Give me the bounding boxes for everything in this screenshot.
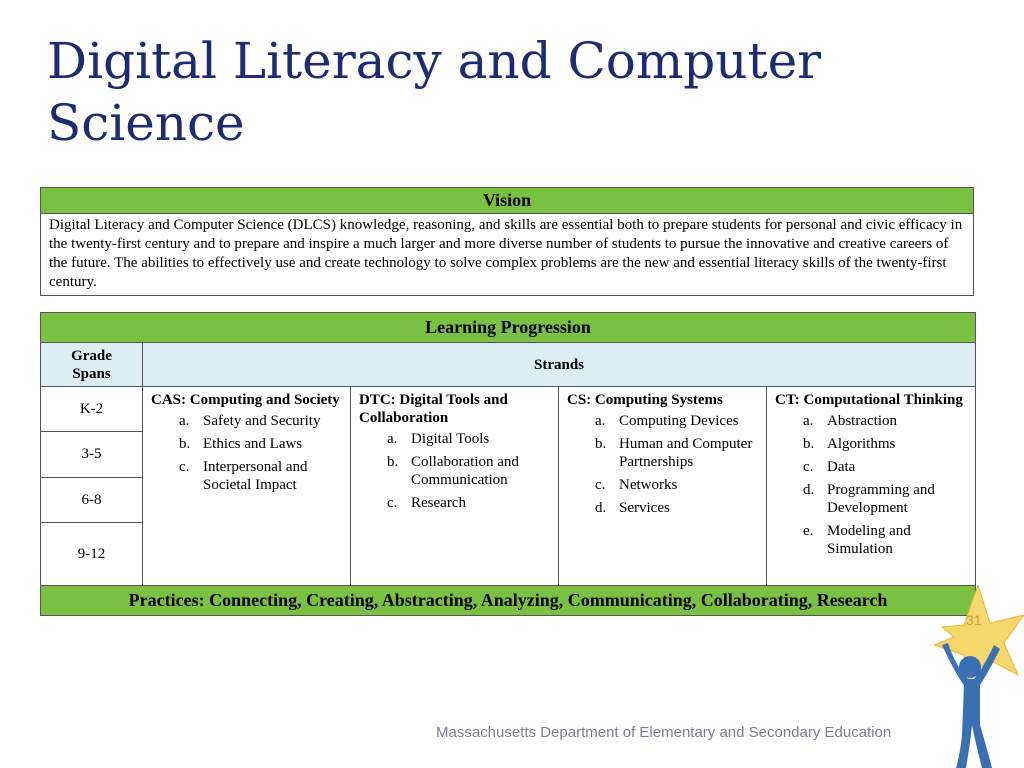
item-text: Algorithms <box>827 436 896 452</box>
item-text: Services <box>619 500 670 516</box>
grade-span-9-12: 9-12 <box>41 523 143 586</box>
page-number: 31 <box>966 612 982 628</box>
learning-progression-heading: Learning Progression <box>41 313 976 343</box>
item-text: Safety and Security <box>203 413 321 429</box>
item-text: Modeling and Simulation <box>827 523 911 557</box>
item-letter: e. <box>803 523 814 539</box>
strand-title <box>567 391 760 409</box>
strand-name: Computing and Society <box>189 392 340 408</box>
item-text: Research <box>411 495 466 511</box>
strand-cs <box>559 387 767 586</box>
item-letter: a. <box>803 413 814 429</box>
vision-text: Digital Literacy and Computer Science (DLCS) knowledge, reasoning, and skills are essential both to prepare students for personal and civic efficacy in the twenty-first century and to prepare and inspire a much larger and more diverse number of students to pursue the innovative and creative careers of the future. The abilities to effectively use and create technology to solve complex problems are the new and essential literacy skills of the twenty-first century. <box>49 217 963 290</box>
grade-span-6-8: 6-8 <box>41 478 143 523</box>
strand-title <box>775 391 969 409</box>
strand-title <box>359 391 552 427</box>
item-letter: a. <box>595 413 606 429</box>
list-item <box>151 435 344 453</box>
slide-title <box>47 30 947 154</box>
list-item <box>775 412 969 430</box>
footer-organization: Massachusetts Department of Elementary and Secondary Education <box>436 724 892 741</box>
item-letter: d. <box>803 482 815 498</box>
list-item <box>775 481 969 517</box>
list-item <box>359 453 552 489</box>
item-letter: a. <box>179 413 190 429</box>
strand-items <box>775 412 969 558</box>
list-item <box>567 435 760 471</box>
grade-span-k-2: K-2 <box>41 387 143 432</box>
strand-cas <box>143 387 351 586</box>
item-letter: c. <box>179 459 190 475</box>
list-item <box>151 412 344 430</box>
item-text: Networks <box>619 477 678 493</box>
item-text: Digital Tools <box>411 431 490 447</box>
item-text: Computing Devices <box>619 413 739 429</box>
slide-title-line-2: Science <box>47 94 245 152</box>
grade-spans-header <box>41 343 143 387</box>
item-text: Programming and Development <box>827 482 935 516</box>
item-letter: b. <box>803 436 815 452</box>
strand-name: Digital Tools and Collaboration <box>359 392 508 426</box>
strand-code: CT: <box>775 392 800 408</box>
strand-dtc <box>351 387 559 586</box>
item-letter: b. <box>179 436 191 452</box>
item-letter: b. <box>387 454 399 470</box>
strand-name: Computing Systems <box>594 392 723 408</box>
item-text: Abstraction <box>827 413 897 429</box>
item-text: Data <box>827 459 856 475</box>
learning-progression-table <box>40 312 976 616</box>
list-item <box>775 435 969 453</box>
vision-box <box>40 187 974 296</box>
list-item <box>567 499 760 517</box>
item-letter: a. <box>387 431 398 447</box>
grade-span-3-5: 3-5 <box>41 432 143 478</box>
strand-ct <box>767 387 976 586</box>
strand-title <box>151 391 344 409</box>
strand-code: CS: <box>567 392 592 408</box>
item-letter: c. <box>595 477 606 493</box>
item-text: Ethics and Laws <box>203 436 303 452</box>
strand-items <box>151 412 344 494</box>
strand-code: DTC: <box>359 392 396 408</box>
strands-header: Strands <box>143 343 976 387</box>
grade-spans-label: Grade Spans <box>71 347 112 382</box>
strand-items <box>567 412 760 517</box>
item-text: Collaboration and Communication <box>411 454 519 488</box>
list-item <box>567 476 760 494</box>
item-letter: c. <box>803 459 814 475</box>
list-item <box>567 412 760 430</box>
list-item <box>359 494 552 512</box>
item-letter: b. <box>595 436 607 452</box>
list-item <box>151 458 344 494</box>
item-text: Human and Computer Partnerships <box>619 436 753 470</box>
item-letter: c. <box>387 495 398 511</box>
item-text: Interpersonal and Societal Impact <box>203 459 308 493</box>
list-item <box>359 430 552 448</box>
slide-title-line-1: Digital Literacy and Computer <box>47 32 822 90</box>
list-item <box>775 522 969 558</box>
list-item <box>775 458 969 476</box>
vision-heading: Vision <box>41 188 973 214</box>
strand-code: CAS: <box>151 392 187 408</box>
item-letter: d. <box>595 500 607 516</box>
practices-row: Practices: Connecting, Creating, Abstracting, Analyzing, Communicating, Collaborating, Research <box>41 586 976 616</box>
strand-name: Computational Thinking <box>803 392 963 408</box>
strand-items <box>359 430 552 512</box>
